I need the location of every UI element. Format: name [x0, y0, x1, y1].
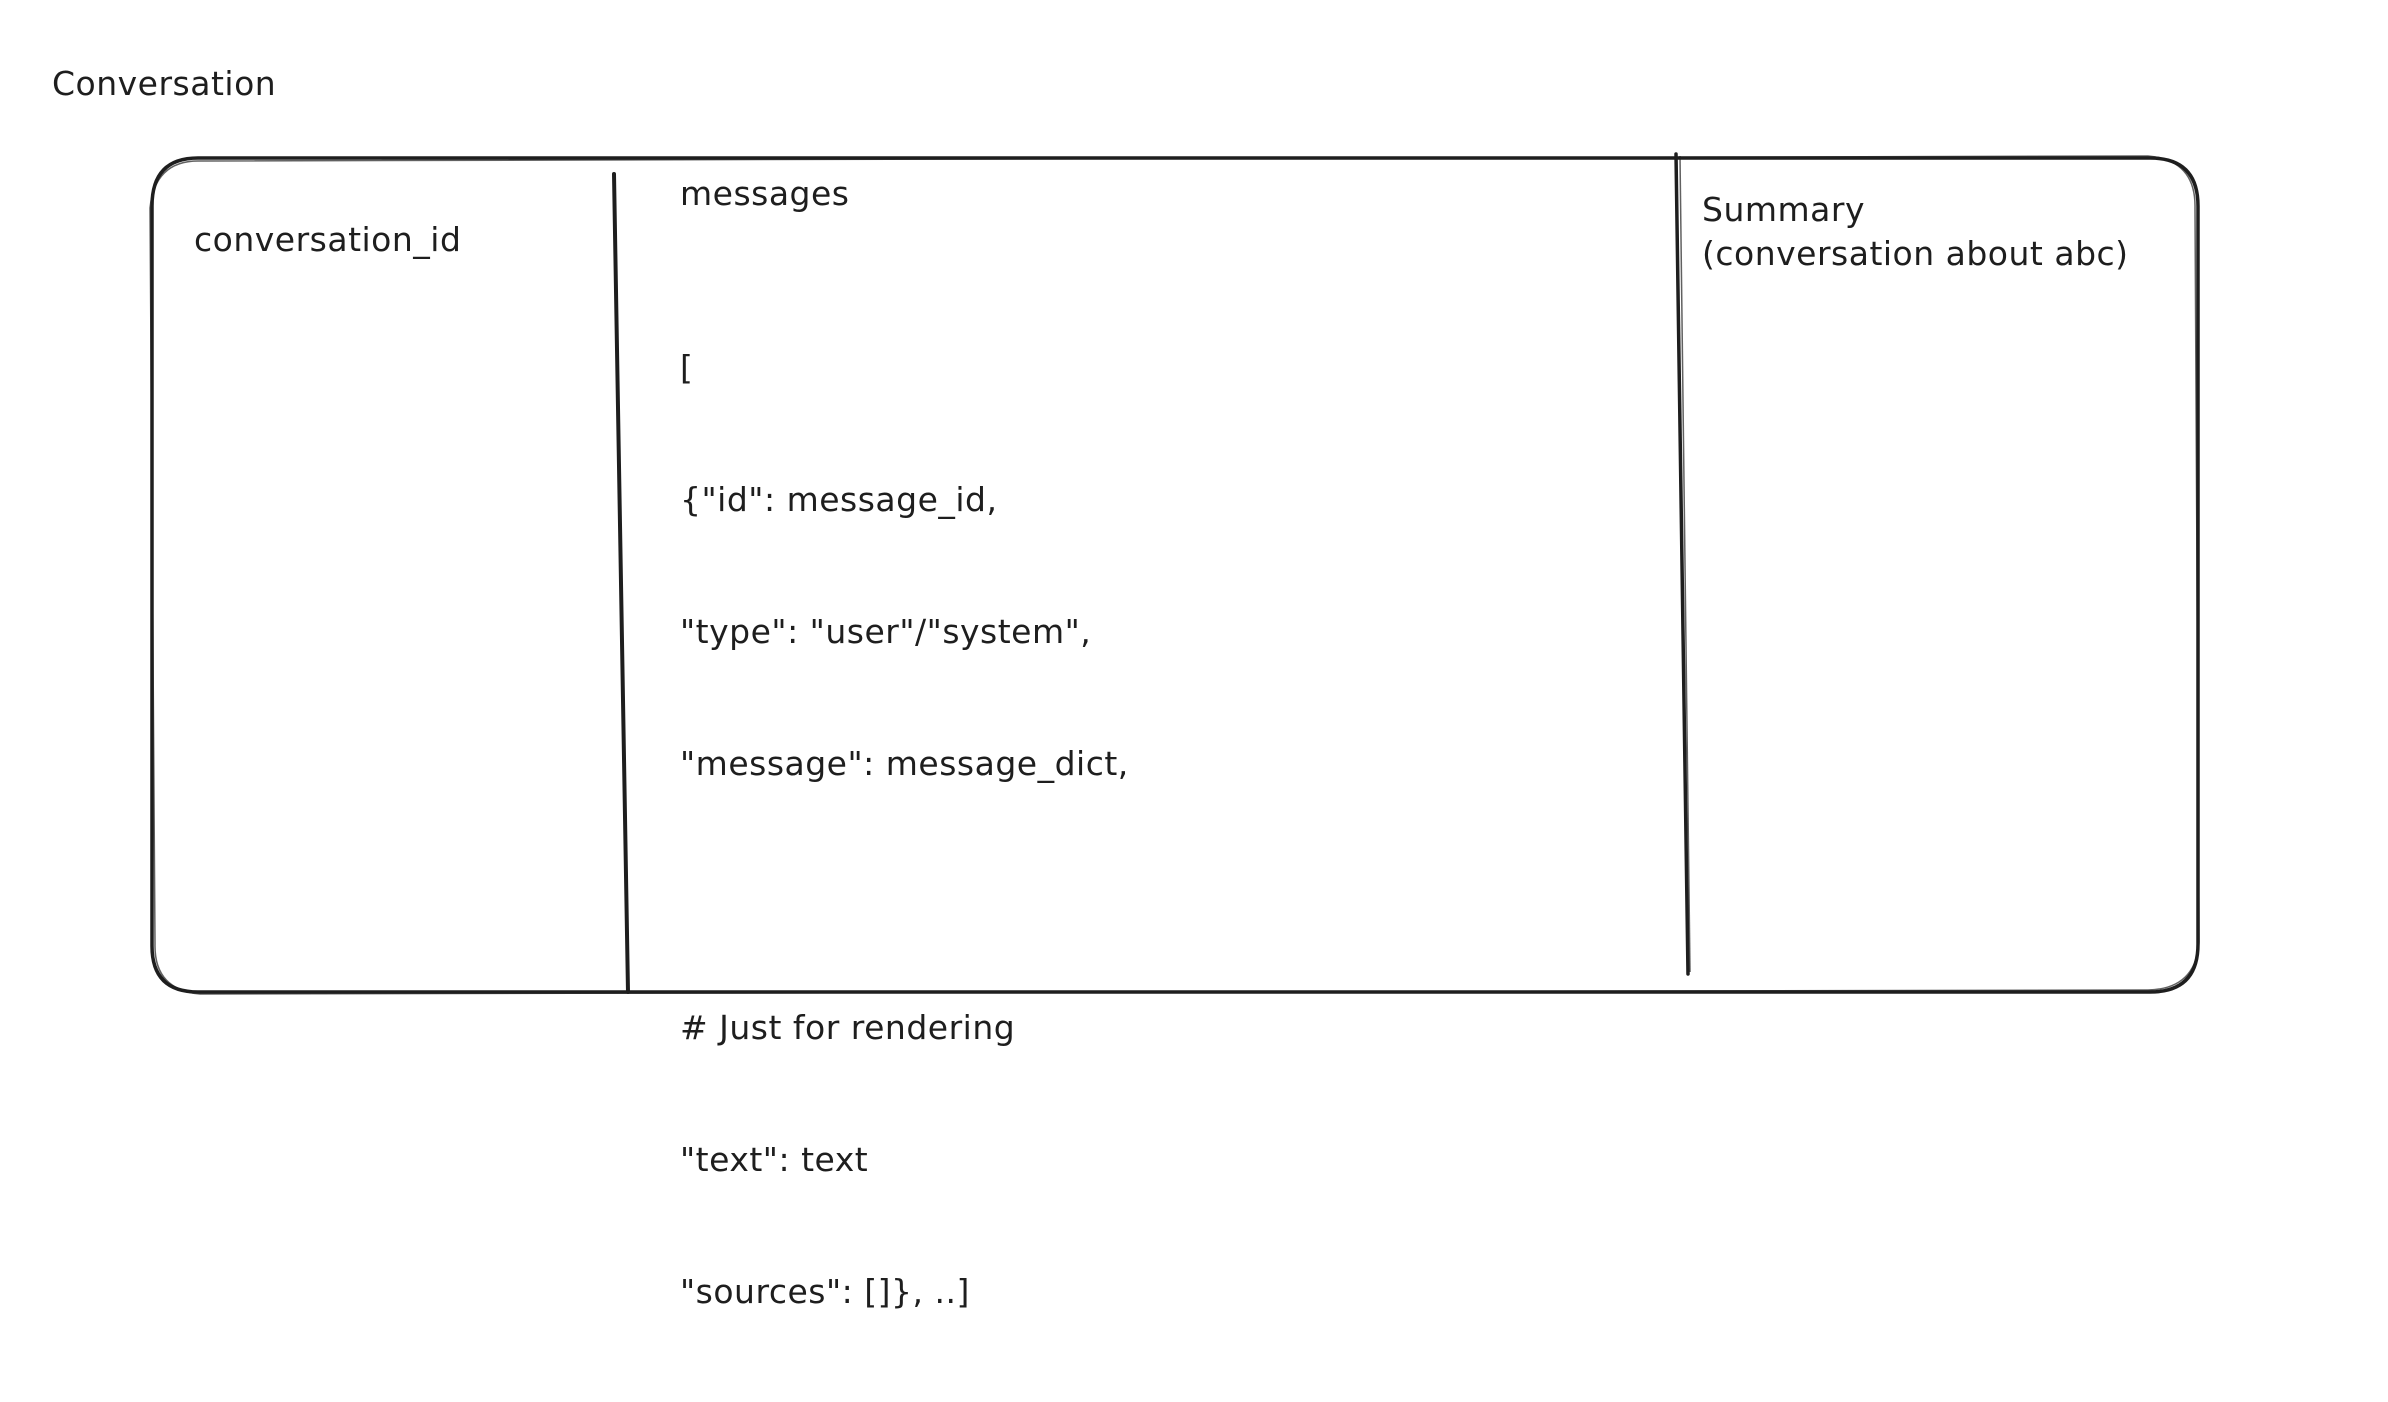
- messages-line: "message": message_dict,: [680, 744, 1129, 783]
- column-summary-title: Summary: [1702, 190, 1865, 229]
- messages-line: "text": text: [680, 1140, 869, 1179]
- table-outline-sketch: [150, 156, 2199, 994]
- messages-line: [: [680, 348, 694, 387]
- column-messages-title: messages: [680, 174, 850, 213]
- diagram-title: Conversation: [52, 64, 277, 103]
- column-conversation-id: conversation_id: [194, 220, 462, 259]
- messages-line-blank: [680, 874, 1129, 918]
- column-summary-note: (conversation about abc): [1702, 234, 2129, 273]
- messages-line: {"id": message_id,: [680, 480, 998, 519]
- messages-line: "sources": []}, ..]: [680, 1272, 970, 1311]
- column-divider-1: [614, 174, 628, 992]
- table-outline: [152, 158, 2198, 992]
- column-messages-body: [680, 258, 1129, 1402]
- messages-line: # Just for rendering: [680, 1008, 1016, 1047]
- messages-line: "type": "user"/"system",: [680, 612, 1092, 651]
